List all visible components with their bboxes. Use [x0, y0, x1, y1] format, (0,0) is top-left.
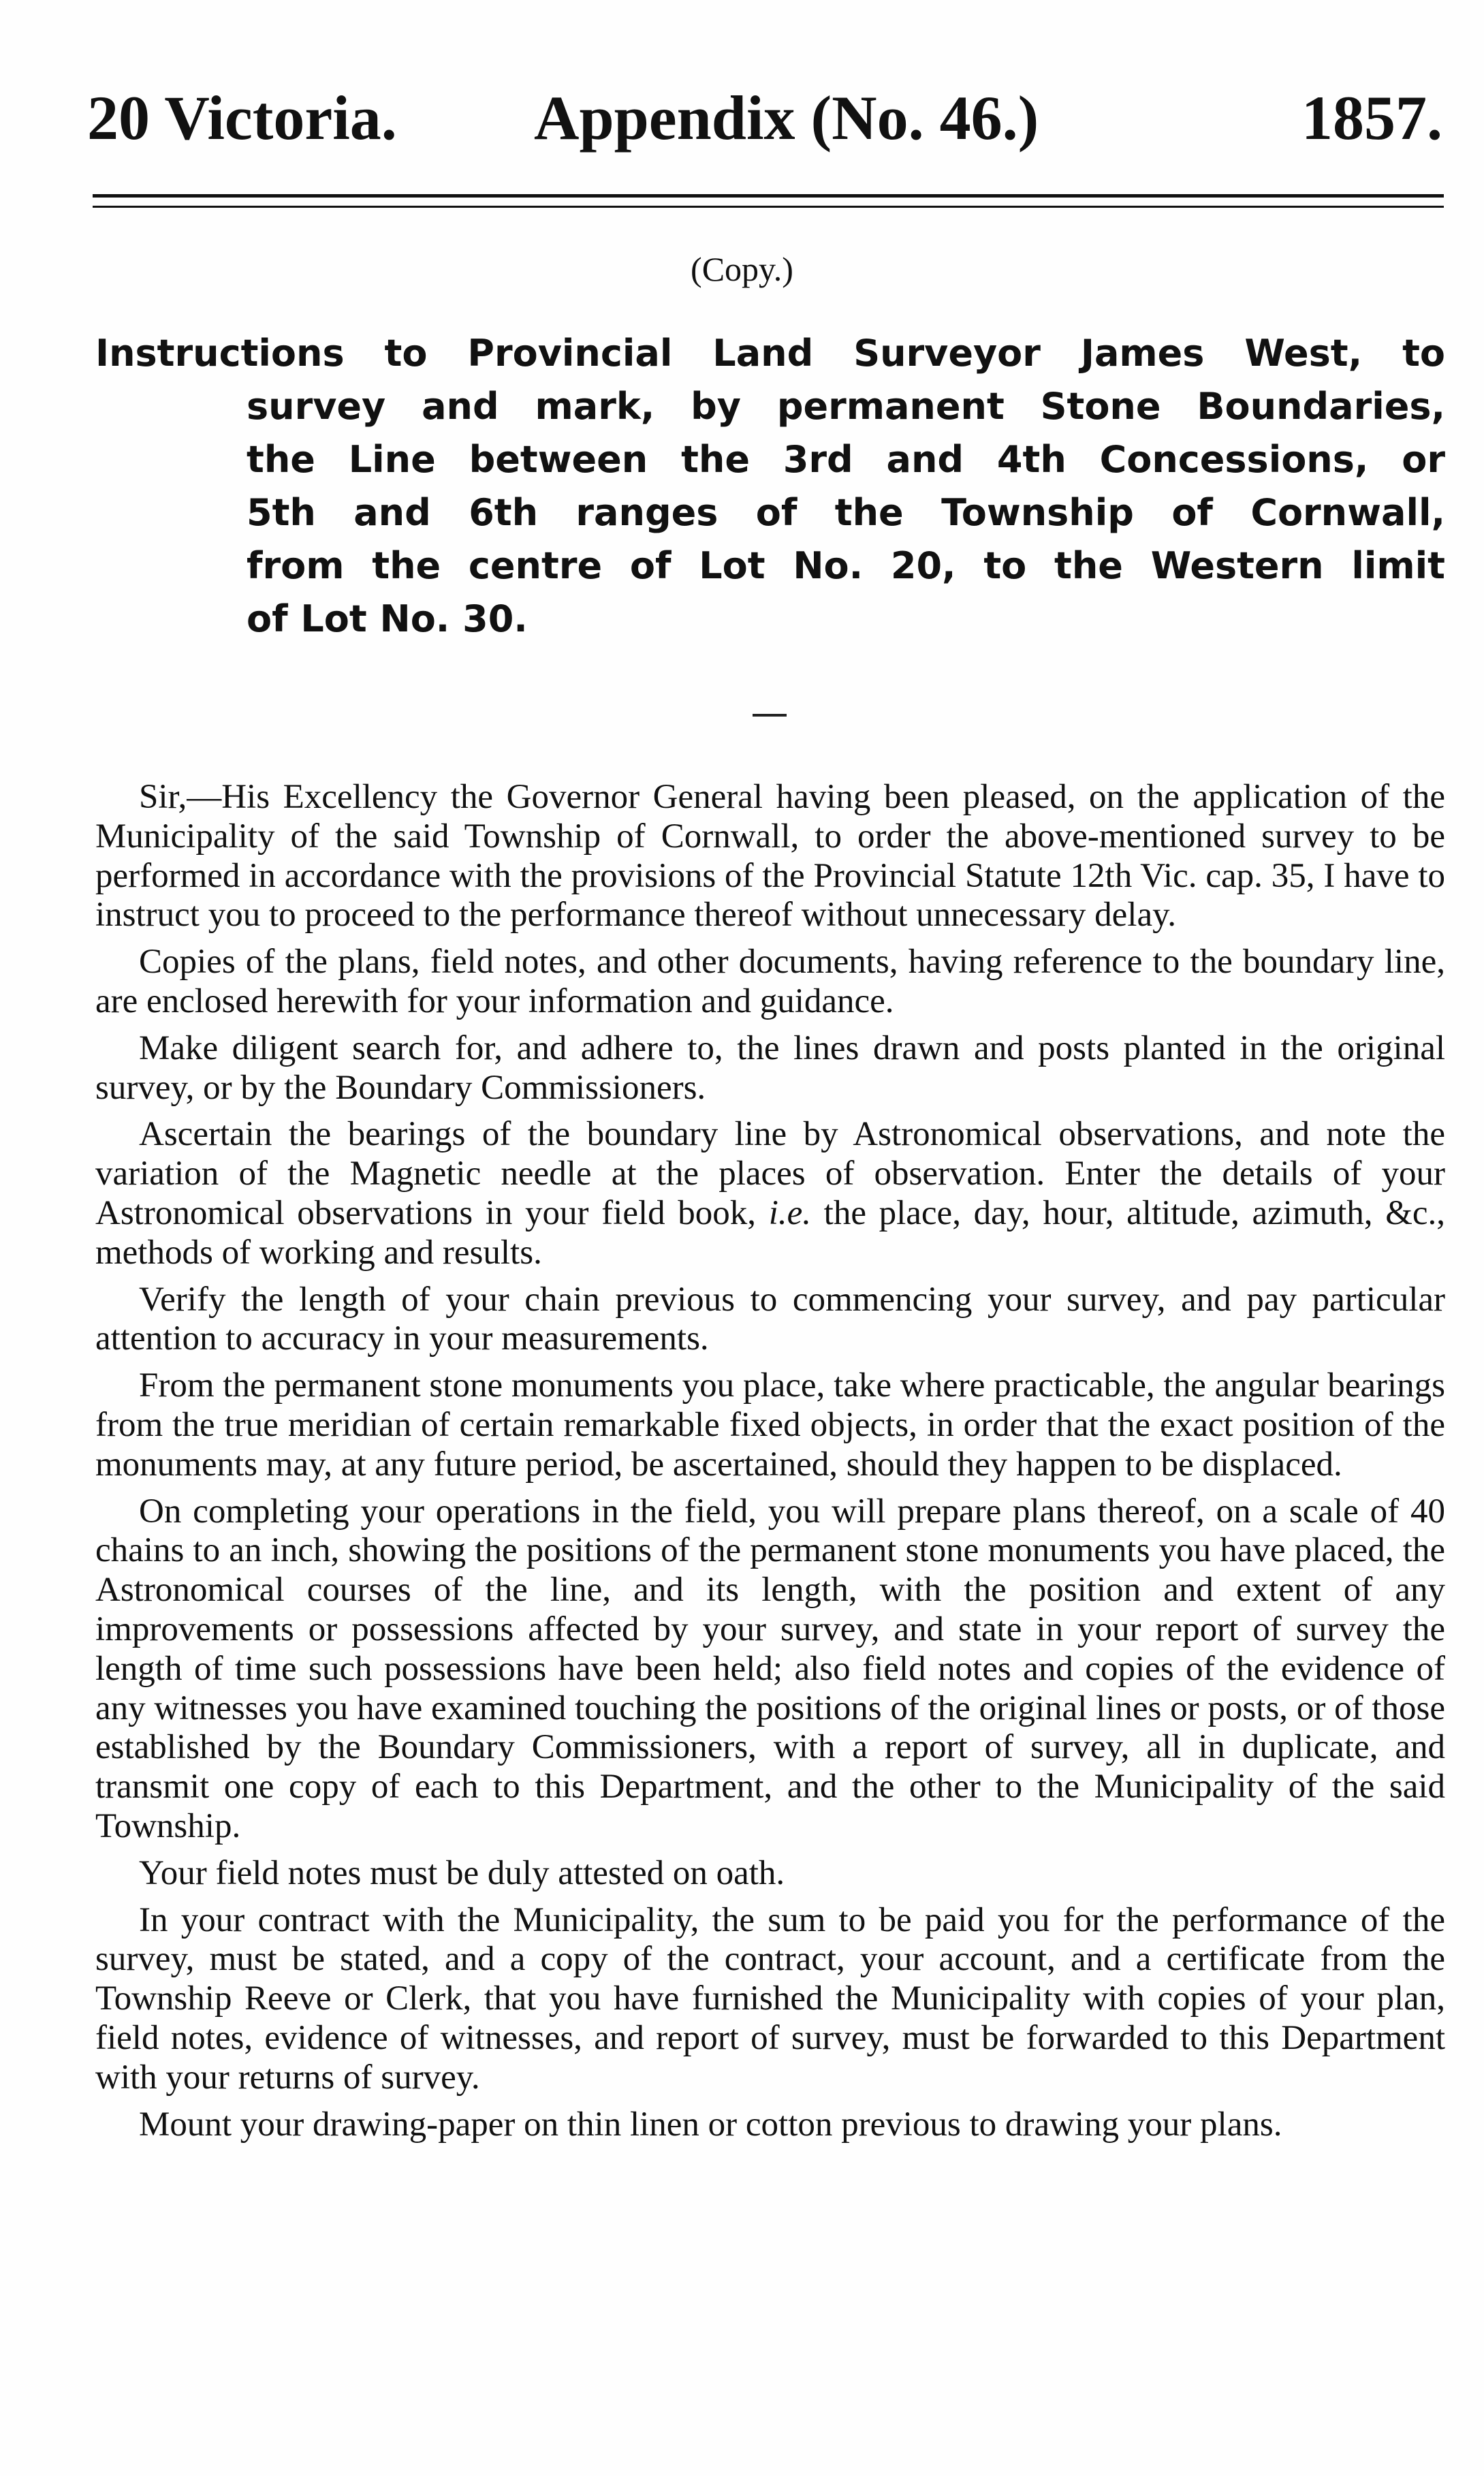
- paragraph-bearings-text-a: Ascertain the bearings of the boundary line by Astronomical observations, and note the variation of the Magnetic needle at the places of observation. Enter the details of your Astronomical observations in your field book,: [95, 1115, 1445, 1232]
- paragraph-documents: Copies of the plans, field notes, and other documents, having reference to the boundary line, are enclosed herewith for your information and guidance.: [95, 943, 1445, 1020]
- title-line: the Line between the 3rd and 4th Concessions, or: [247, 438, 1445, 481]
- title-line: survey and mark, by permanent Stone Boundaries,: [247, 385, 1445, 428]
- section-divider: [753, 714, 787, 717]
- header-rule-thin: [93, 206, 1444, 208]
- copy-label: (Copy.): [691, 250, 793, 288]
- paragraph-contract: In your contract with the Municipality, the sum to be paid you for the performance of the survey, must be stated, and a copy of the contract, your account, and a certificate from the Township Reeve or Clerk, that you have furnished the Municipality with copies of your plan, field notes, evidence of witnesses, and report of survey, must be forwarded to this Department with your returns of survey.: [95, 1900, 1445, 2097]
- header-year: 1857.: [1301, 83, 1442, 153]
- paragraph-bearings-ie: i.e.: [768, 1193, 811, 1232]
- paragraph-plans: On completing your operations in the field, you will prepare plans thereof, on a scale of 40 chains to an inch, showing the positions of the permanent stone monuments you have placed, the Astronomical courses of the line, and its length, with the position and extent of any improvements or possessions affected by your survey, and state in your report of survey the length of time such possessions have been held; also field notes and copies of the evidence of any witnesses you have examined touching the positions of the original lines or posts, or of those established by the Boundary Commissioners, with a report of survey, all in duplicate, and transmit one copy of each to this Department, and the other to the Municipality of the said Township.: [95, 1492, 1445, 1845]
- header-appendix: Appendix (No. 46.): [534, 83, 1039, 153]
- paragraph-oath: Your field notes must be duly attested on oath.: [139, 1853, 785, 1892]
- title-line: of Lot No. 30.: [247, 597, 528, 640]
- paragraph-bearings-text-b: the place, day, hour, altitude, azimuth, &c., methods of working and results.: [95, 1193, 1446, 1272]
- paragraph-bearings: [95, 1115, 1445, 1272]
- header-session: 20 Victoria.: [87, 83, 397, 153]
- paragraph-monuments: From the permanent stone monuments you place, take where practicable, the angular bearings from the true meridian of certain remarkable fixed objects, in order that the exact position of the monuments may, at any future period, be ascertained, should they happen to be displaced.: [95, 1366, 1445, 1484]
- paragraph-search: Make diligent search for, and adhere to, the lines drawn and posts planted in the original survey, or by the Boundary Commissioners.: [95, 1029, 1445, 1107]
- header-rule-thick: [93, 194, 1444, 198]
- paragraph-salutation: Sir,—His Excellency the Governor General having been pleased, on the application of the Municipality of the said Township of Cornwall, to order the above-mentioned survey to be performed in accordance with the provisions of the Provincial Statute 12th Vic. cap. 35, I have to instruct you to proceed to the performance thereof without unnecessary delay.: [95, 778, 1445, 935]
- paragraph-mount: Mount your drawing-paper on thin linen or cotton previous to drawing your plans.: [139, 2105, 1282, 2144]
- title-line: Instructions to Provincial Land Surveyor James West, to: [95, 332, 1445, 375]
- paragraph-chain: Verify the length of your chain previous to commencing your survey, and pay particular attention to accuracy in your measurements.: [95, 1280, 1445, 1358]
- title-line: from the centre of Lot No. 20, to the Western limit: [247, 544, 1445, 587]
- document-title: [95, 327, 1445, 646]
- title-line: 5th and 6th ranges of the Township of Cornwall,: [247, 491, 1445, 534]
- letter-body: [95, 778, 1445, 2152]
- page-header: [87, 80, 1442, 155]
